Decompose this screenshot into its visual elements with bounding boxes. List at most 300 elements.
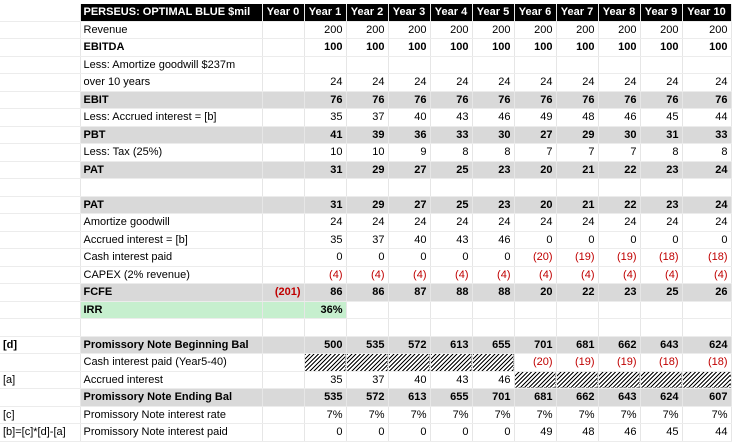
value-cell[interactable]: 23 [598, 284, 640, 302]
value-cell[interactable]: 7 [598, 144, 640, 162]
value-cell[interactable]: 76 [514, 91, 556, 109]
value-cell[interactable]: 86 [346, 284, 388, 302]
value-cell[interactable]: 7% [682, 406, 731, 424]
row-label[interactable]: Promissory Note Beginning Bal [80, 336, 262, 354]
value-cell[interactable]: 10 [304, 144, 346, 162]
value-cell[interactable]: 7% [640, 406, 682, 424]
value-cell[interactable] [556, 179, 598, 197]
value-cell[interactable]: 24 [682, 196, 731, 214]
value-cell[interactable]: 43 [430, 371, 472, 389]
value-cell[interactable] [640, 319, 682, 337]
value-cell[interactable]: 7% [556, 406, 598, 424]
ref-cell[interactable] [0, 231, 80, 249]
value-cell[interactable]: 31 [304, 161, 346, 179]
value-cell[interactable] [346, 56, 388, 74]
value-cell[interactable]: 24 [640, 214, 682, 232]
value-cell[interactable]: 200 [682, 21, 731, 39]
value-cell[interactable]: 26 [682, 284, 731, 302]
value-cell[interactable] [346, 319, 388, 337]
year-header[interactable]: Year 6 [514, 4, 556, 21]
value-cell[interactable]: 49 [514, 109, 556, 127]
year0-cell[interactable] [262, 319, 304, 337]
value-cell[interactable] [346, 354, 388, 372]
value-cell[interactable]: 30 [472, 126, 514, 144]
row-label[interactable]: Amortize goodwill [80, 214, 262, 232]
value-cell[interactable]: 20 [514, 196, 556, 214]
value-cell[interactable] [472, 301, 514, 319]
value-cell[interactable]: 200 [598, 21, 640, 39]
ref-cell[interactable] [0, 109, 80, 127]
value-cell[interactable]: (4) [598, 266, 640, 284]
ref-cell[interactable] [0, 126, 80, 144]
value-cell[interactable]: 88 [430, 284, 472, 302]
row-label[interactable]: Cash interest paid [80, 249, 262, 267]
value-cell[interactable]: 7% [346, 406, 388, 424]
value-cell[interactable]: (4) [388, 266, 430, 284]
value-cell[interactable]: 624 [640, 389, 682, 407]
value-cell[interactable] [640, 301, 682, 319]
value-cell[interactable]: 29 [346, 196, 388, 214]
ref-cell[interactable] [0, 56, 80, 74]
value-cell[interactable] [472, 354, 514, 372]
row-label[interactable] [80, 179, 262, 197]
year0-cell[interactable] [262, 231, 304, 249]
value-cell[interactable]: 30 [598, 126, 640, 144]
value-cell[interactable]: 100 [346, 39, 388, 57]
row-label[interactable]: Cash interest paid (Year5-40) [80, 354, 262, 372]
value-cell[interactable]: 37 [346, 371, 388, 389]
year0-cell[interactable] [262, 126, 304, 144]
value-cell[interactable]: 200 [472, 21, 514, 39]
value-cell[interactable]: 701 [472, 389, 514, 407]
year-header[interactable]: Year 5 [472, 4, 514, 21]
ref-cell[interactable] [0, 249, 80, 267]
value-cell[interactable]: 8 [472, 144, 514, 162]
year0-cell[interactable] [262, 214, 304, 232]
row-label[interactable]: FCFE [80, 284, 262, 302]
ref-cell[interactable] [0, 179, 80, 197]
value-cell[interactable] [388, 354, 430, 372]
value-cell[interactable] [556, 301, 598, 319]
year0-cell[interactable] [262, 39, 304, 57]
value-cell[interactable] [430, 56, 472, 74]
value-cell[interactable]: 24 [430, 214, 472, 232]
value-cell[interactable] [430, 179, 472, 197]
ref-cell[interactable] [0, 266, 80, 284]
value-cell[interactable] [514, 319, 556, 337]
value-cell[interactable]: 24 [346, 214, 388, 232]
value-cell[interactable]: 535 [346, 336, 388, 354]
value-cell[interactable]: 0 [472, 424, 514, 442]
value-cell[interactable]: 21 [556, 196, 598, 214]
row-label[interactable]: Promissory Note Ending Bal [80, 389, 262, 407]
value-cell[interactable]: 0 [388, 424, 430, 442]
value-cell[interactable] [304, 179, 346, 197]
value-cell[interactable]: 35 [304, 231, 346, 249]
value-cell[interactable]: 76 [388, 91, 430, 109]
year0-cell[interactable] [262, 354, 304, 372]
value-cell[interactable]: 0 [472, 249, 514, 267]
row-label[interactable]: Promissory Note interest rate [80, 406, 262, 424]
value-cell[interactable]: 0 [514, 231, 556, 249]
year0-cell[interactable] [262, 336, 304, 354]
value-cell[interactable] [346, 179, 388, 197]
value-cell[interactable] [682, 371, 731, 389]
value-cell[interactable]: 24 [388, 214, 430, 232]
value-cell[interactable]: (4) [346, 266, 388, 284]
year-header[interactable]: Year 4 [430, 4, 472, 21]
value-cell[interactable] [682, 319, 731, 337]
value-cell[interactable]: (19) [598, 249, 640, 267]
value-cell[interactable] [304, 354, 346, 372]
value-cell[interactable]: 48 [556, 109, 598, 127]
value-cell[interactable]: 76 [682, 91, 731, 109]
value-cell[interactable]: 24 [472, 74, 514, 92]
value-cell[interactable] [388, 301, 430, 319]
value-cell[interactable]: 22 [598, 196, 640, 214]
value-cell[interactable]: 500 [304, 336, 346, 354]
value-cell[interactable]: 662 [556, 389, 598, 407]
ref-cell[interactable]: [d] [0, 336, 80, 354]
value-cell[interactable] [514, 56, 556, 74]
year0-cell[interactable] [262, 196, 304, 214]
value-cell[interactable] [682, 301, 731, 319]
value-cell[interactable]: (18) [682, 249, 731, 267]
value-cell[interactable]: 701 [514, 336, 556, 354]
value-cell[interactable]: (20) [514, 354, 556, 372]
value-cell[interactable]: 9 [388, 144, 430, 162]
year-header[interactable]: Year 1 [304, 4, 346, 21]
ref-cell[interactable] [0, 161, 80, 179]
value-cell[interactable]: 7% [598, 406, 640, 424]
year-header[interactable]: Year 2 [346, 4, 388, 21]
value-cell[interactable]: 100 [598, 39, 640, 57]
value-cell[interactable]: 21 [556, 161, 598, 179]
value-cell[interactable] [388, 179, 430, 197]
value-cell[interactable]: 24 [304, 214, 346, 232]
value-cell[interactable]: (4) [430, 266, 472, 284]
value-cell[interactable]: 36% [304, 301, 346, 319]
value-cell[interactable]: 33 [682, 126, 731, 144]
value-cell[interactable] [430, 301, 472, 319]
value-cell[interactable] [514, 371, 556, 389]
value-cell[interactable]: 46 [472, 231, 514, 249]
value-cell[interactable]: 43 [430, 231, 472, 249]
value-cell[interactable] [640, 371, 682, 389]
value-cell[interactable]: 49 [514, 424, 556, 442]
ref-cell[interactable]: [a] [0, 371, 80, 389]
value-cell[interactable]: 200 [640, 21, 682, 39]
value-cell[interactable]: 681 [514, 389, 556, 407]
value-cell[interactable]: 8 [640, 144, 682, 162]
value-cell[interactable]: 7% [430, 406, 472, 424]
value-cell[interactable]: 48 [556, 424, 598, 442]
value-cell[interactable]: 25 [430, 196, 472, 214]
value-cell[interactable]: (4) [556, 266, 598, 284]
value-cell[interactable]: 100 [640, 39, 682, 57]
year-header[interactable]: Year 3 [388, 4, 430, 21]
value-cell[interactable]: 24 [640, 74, 682, 92]
value-cell[interactable]: 44 [682, 424, 731, 442]
value-cell[interactable] [430, 319, 472, 337]
value-cell[interactable]: 643 [598, 389, 640, 407]
value-cell[interactable]: 0 [682, 231, 731, 249]
value-cell[interactable]: 0 [430, 249, 472, 267]
value-cell[interactable]: 86 [304, 284, 346, 302]
value-cell[interactable] [472, 56, 514, 74]
ref-cell[interactable] [0, 74, 80, 92]
value-cell[interactable]: 24 [556, 74, 598, 92]
value-cell[interactable]: 572 [388, 336, 430, 354]
value-cell[interactable]: 23 [640, 161, 682, 179]
year0-cell[interactable] [262, 161, 304, 179]
value-cell[interactable]: (18) [640, 249, 682, 267]
year0-cell[interactable] [262, 91, 304, 109]
ref-cell[interactable] [0, 354, 80, 372]
ref-cell[interactable] [0, 21, 80, 39]
value-cell[interactable]: 88 [472, 284, 514, 302]
year0-cell[interactable] [262, 144, 304, 162]
value-cell[interactable]: 33 [430, 126, 472, 144]
value-cell[interactable] [682, 56, 731, 74]
value-cell[interactable]: 200 [346, 21, 388, 39]
value-cell[interactable]: 0 [388, 249, 430, 267]
year-header[interactable]: Year 10 [682, 4, 731, 21]
value-cell[interactable]: 31 [640, 126, 682, 144]
value-cell[interactable]: 27 [514, 126, 556, 144]
value-cell[interactable]: 0 [640, 231, 682, 249]
value-cell[interactable]: 100 [304, 39, 346, 57]
value-cell[interactable]: 40 [388, 371, 430, 389]
value-cell[interactable]: 681 [556, 336, 598, 354]
value-cell[interactable]: 7 [556, 144, 598, 162]
row-label[interactable]: Revenue [80, 21, 262, 39]
value-cell[interactable]: 76 [598, 91, 640, 109]
value-cell[interactable] [346, 301, 388, 319]
value-cell[interactable]: 607 [682, 389, 731, 407]
value-cell[interactable]: 76 [346, 91, 388, 109]
value-cell[interactable] [388, 56, 430, 74]
value-cell[interactable]: 100 [472, 39, 514, 57]
value-cell[interactable]: 46 [598, 109, 640, 127]
value-cell[interactable]: 76 [304, 91, 346, 109]
value-cell[interactable]: 643 [640, 336, 682, 354]
ref-cell[interactable] [0, 214, 80, 232]
value-cell[interactable]: 46 [472, 371, 514, 389]
row-label[interactable]: PAT [80, 161, 262, 179]
year-header[interactable]: Year 7 [556, 4, 598, 21]
value-cell[interactable]: 200 [514, 21, 556, 39]
value-cell[interactable]: 46 [472, 109, 514, 127]
value-cell[interactable]: 76 [472, 91, 514, 109]
value-cell[interactable]: 40 [388, 231, 430, 249]
value-cell[interactable]: 36 [388, 126, 430, 144]
value-cell[interactable]: 45 [640, 109, 682, 127]
value-cell[interactable]: 43 [430, 109, 472, 127]
value-cell[interactable]: (4) [640, 266, 682, 284]
year0-cell[interactable] [262, 424, 304, 442]
value-cell[interactable] [472, 319, 514, 337]
ref-cell[interactable] [0, 301, 80, 319]
value-cell[interactable]: 39 [346, 126, 388, 144]
row-label[interactable]: Less: Tax (25%) [80, 144, 262, 162]
value-cell[interactable]: 46 [598, 424, 640, 442]
year-header[interactable]: Year 9 [640, 4, 682, 21]
value-cell[interactable]: 100 [682, 39, 731, 57]
value-cell[interactable]: 24 [472, 214, 514, 232]
value-cell[interactable]: 24 [598, 214, 640, 232]
value-cell[interactable]: (4) [472, 266, 514, 284]
value-cell[interactable] [556, 319, 598, 337]
value-cell[interactable]: 24 [682, 74, 731, 92]
value-cell[interactable]: 24 [598, 74, 640, 92]
value-cell[interactable]: 76 [430, 91, 472, 109]
value-cell[interactable]: 613 [388, 389, 430, 407]
row-label[interactable]: EBIT [80, 91, 262, 109]
year0-cell[interactable] [262, 179, 304, 197]
value-cell[interactable] [640, 56, 682, 74]
row-label[interactable]: PAT [80, 196, 262, 214]
value-cell[interactable]: 76 [556, 91, 598, 109]
row-label[interactable]: CAPEX (2% revenue) [80, 266, 262, 284]
value-cell[interactable]: 200 [430, 21, 472, 39]
value-cell[interactable]: 655 [472, 336, 514, 354]
value-cell[interactable]: 0 [346, 249, 388, 267]
value-cell[interactable]: 10 [346, 144, 388, 162]
ref-cell[interactable] [0, 91, 80, 109]
value-cell[interactable]: (18) [682, 354, 731, 372]
value-cell[interactable]: 0 [304, 424, 346, 442]
ref-cell[interactable] [0, 196, 80, 214]
value-cell[interactable]: 613 [430, 336, 472, 354]
value-cell[interactable] [682, 179, 731, 197]
value-cell[interactable]: 100 [388, 39, 430, 57]
ref-cell[interactable] [0, 319, 80, 337]
value-cell[interactable] [556, 371, 598, 389]
value-cell[interactable]: 24 [346, 74, 388, 92]
ref-cell[interactable] [0, 144, 80, 162]
value-cell[interactable]: 40 [388, 109, 430, 127]
year0-cell[interactable] [262, 301, 304, 319]
value-cell[interactable]: 200 [388, 21, 430, 39]
value-cell[interactable]: 29 [556, 126, 598, 144]
value-cell[interactable]: 24 [430, 74, 472, 92]
value-cell[interactable]: 7 [514, 144, 556, 162]
value-cell[interactable]: 27 [388, 196, 430, 214]
value-cell[interactable] [640, 179, 682, 197]
year0-cell[interactable] [262, 21, 304, 39]
value-cell[interactable]: 35 [304, 109, 346, 127]
value-cell[interactable]: (4) [304, 266, 346, 284]
row-label[interactable]: over 10 years [80, 74, 262, 92]
value-cell[interactable]: 24 [514, 74, 556, 92]
value-cell[interactable]: 24 [682, 161, 731, 179]
value-cell[interactable]: 662 [598, 336, 640, 354]
value-cell[interactable]: 7% [304, 406, 346, 424]
value-cell[interactable]: 100 [514, 39, 556, 57]
value-cell[interactable]: 100 [430, 39, 472, 57]
value-cell[interactable]: (19) [598, 354, 640, 372]
value-cell[interactable]: 0 [556, 231, 598, 249]
value-cell[interactable]: 24 [304, 74, 346, 92]
value-cell[interactable]: 76 [640, 91, 682, 109]
value-cell[interactable]: 27 [388, 161, 430, 179]
value-cell[interactable]: 31 [304, 196, 346, 214]
value-cell[interactable]: 7% [514, 406, 556, 424]
value-cell[interactable]: 37 [346, 231, 388, 249]
value-cell[interactable]: 0 [346, 424, 388, 442]
value-cell[interactable]: 25 [640, 284, 682, 302]
value-cell[interactable]: (18) [640, 354, 682, 372]
value-cell[interactable]: 7% [472, 406, 514, 424]
value-cell[interactable]: 25 [430, 161, 472, 179]
ref-cell[interactable] [0, 284, 80, 302]
value-cell[interactable]: (20) [514, 249, 556, 267]
value-cell[interactable]: 20 [514, 161, 556, 179]
row-label[interactable]: Less: Accrued interest = [b] [80, 109, 262, 127]
ref-cell[interactable] [0, 39, 80, 57]
value-cell[interactable]: 20 [514, 284, 556, 302]
value-cell[interactable] [388, 319, 430, 337]
value-cell[interactable] [514, 179, 556, 197]
year0-cell[interactable] [262, 406, 304, 424]
year0-cell[interactable] [262, 109, 304, 127]
ref-cell[interactable] [0, 4, 80, 21]
value-cell[interactable] [598, 371, 640, 389]
value-cell[interactable]: 0 [430, 424, 472, 442]
row-label[interactable]: IRR [80, 301, 262, 319]
row-label[interactable]: EBITDA [80, 39, 262, 57]
row-label[interactable]: Less: Amortize goodwill $237m [80, 56, 262, 74]
value-cell[interactable]: 45 [640, 424, 682, 442]
row-label[interactable]: Accrued interest = [b] [80, 231, 262, 249]
value-cell[interactable] [472, 179, 514, 197]
value-cell[interactable] [514, 301, 556, 319]
row-label[interactable]: PBT [80, 126, 262, 144]
value-cell[interactable] [304, 56, 346, 74]
value-cell[interactable]: 41 [304, 126, 346, 144]
year0-cell[interactable] [262, 371, 304, 389]
value-cell[interactable]: 0 [598, 231, 640, 249]
year0-cell[interactable] [262, 266, 304, 284]
value-cell[interactable]: 22 [556, 284, 598, 302]
value-cell[interactable]: 35 [304, 371, 346, 389]
value-cell[interactable]: 535 [304, 389, 346, 407]
value-cell[interactable] [598, 56, 640, 74]
ref-cell[interactable]: [b]=[c]*[d]-[a] [0, 424, 80, 442]
year-header[interactable]: Year 8 [598, 4, 640, 21]
value-cell[interactable]: 0 [304, 249, 346, 267]
value-cell[interactable]: 200 [556, 21, 598, 39]
value-cell[interactable]: 24 [682, 214, 731, 232]
value-cell[interactable]: 572 [346, 389, 388, 407]
value-cell[interactable]: 200 [304, 21, 346, 39]
value-cell[interactable]: 7% [388, 406, 430, 424]
year0-cell[interactable] [262, 249, 304, 267]
value-cell[interactable]: (19) [556, 354, 598, 372]
value-cell[interactable] [598, 179, 640, 197]
row-label[interactable] [80, 319, 262, 337]
year0-cell[interactable] [262, 56, 304, 74]
value-cell[interactable] [598, 301, 640, 319]
value-cell[interactable]: 44 [682, 109, 731, 127]
value-cell[interactable]: 100 [556, 39, 598, 57]
value-cell[interactable]: 23 [472, 161, 514, 179]
value-cell[interactable]: 29 [346, 161, 388, 179]
value-cell[interactable] [598, 319, 640, 337]
sheet-title[interactable]: PERSEUS: OPTIMAL BLUE $mil [80, 4, 262, 21]
value-cell[interactable]: 23 [472, 196, 514, 214]
